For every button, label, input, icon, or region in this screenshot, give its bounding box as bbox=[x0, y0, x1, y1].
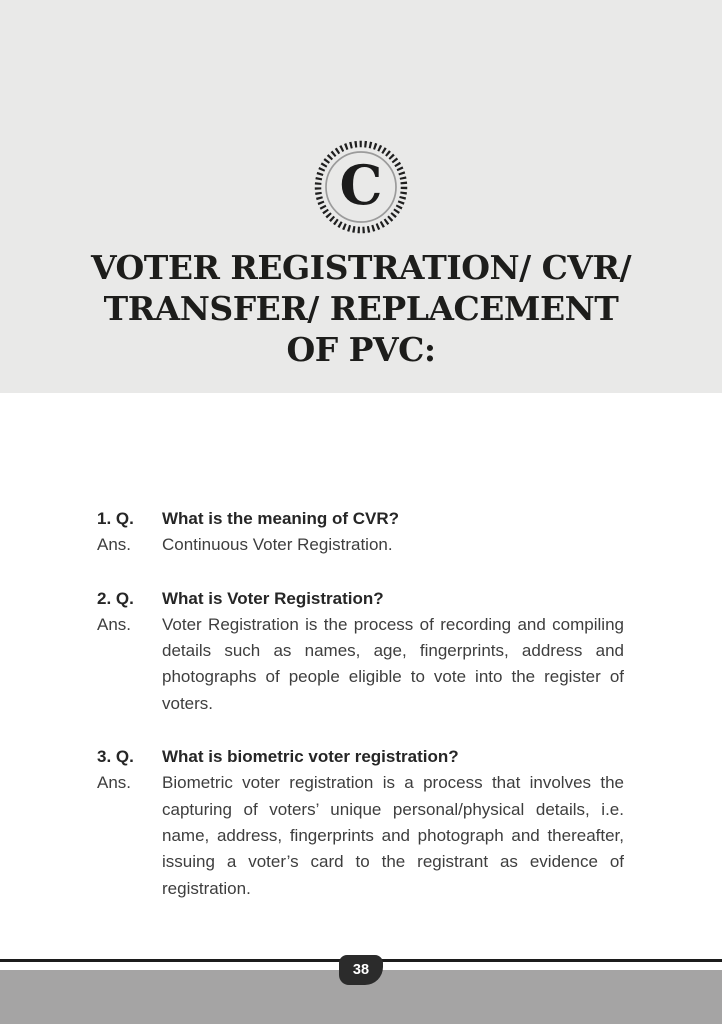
question-row bbox=[97, 586, 624, 612]
page-number: 38 bbox=[352, 962, 370, 978]
answer-label: Ans. bbox=[97, 535, 132, 555]
qa-list bbox=[97, 506, 624, 929]
question-text: What is Voter Registration? bbox=[162, 588, 384, 608]
qa-item-1 bbox=[97, 506, 624, 559]
qa-item-2 bbox=[97, 586, 624, 717]
question-number: 1. Q. bbox=[97, 509, 134, 528]
chapter-header bbox=[0, 0, 722, 393]
answer-row bbox=[97, 532, 624, 558]
chapter-badge bbox=[314, 140, 408, 234]
answer-text: Voter Registration is the process of recording and compiling details such as names, age, fingerprints, address and photographs of people eligible to vote into the register of voters. bbox=[162, 614, 624, 713]
question-row bbox=[97, 744, 624, 770]
answer-label: Ans. bbox=[97, 614, 132, 634]
answer-label: Ans. bbox=[97, 773, 132, 793]
question-number: 3. Q. bbox=[97, 747, 134, 767]
chapter-title-line-2: TRANSFER/ REPLACEMENT bbox=[103, 289, 619, 328]
answer-text: Continuous Voter Registration. bbox=[162, 535, 393, 555]
qa-item-3 bbox=[97, 744, 624, 902]
answer-row bbox=[97, 612, 624, 717]
page-number-badge bbox=[339, 955, 383, 985]
chapter-letter: C bbox=[339, 153, 383, 217]
question-number: 2. Q. bbox=[97, 588, 134, 608]
question-text: What is biometric voter registration? bbox=[162, 747, 459, 767]
question-row bbox=[97, 506, 624, 532]
question-text: What is the meaning of CVR? bbox=[162, 509, 400, 528]
chapter-title-line-1: VOTER REGISTRATION/ CVR/ bbox=[91, 248, 631, 287]
chapter-title-line-3: OF PVC: bbox=[286, 330, 436, 369]
answer-row bbox=[97, 770, 624, 901]
answer-text: Biometric voter registration is a process that involves the capturing of voters’ unique personal/physical details, i.e. name, address, fingerprints and photograph and thereafter, issuing a voter’s card to the registrant as evidence of registration. bbox=[162, 773, 624, 898]
chapter-title bbox=[0, 247, 722, 370]
